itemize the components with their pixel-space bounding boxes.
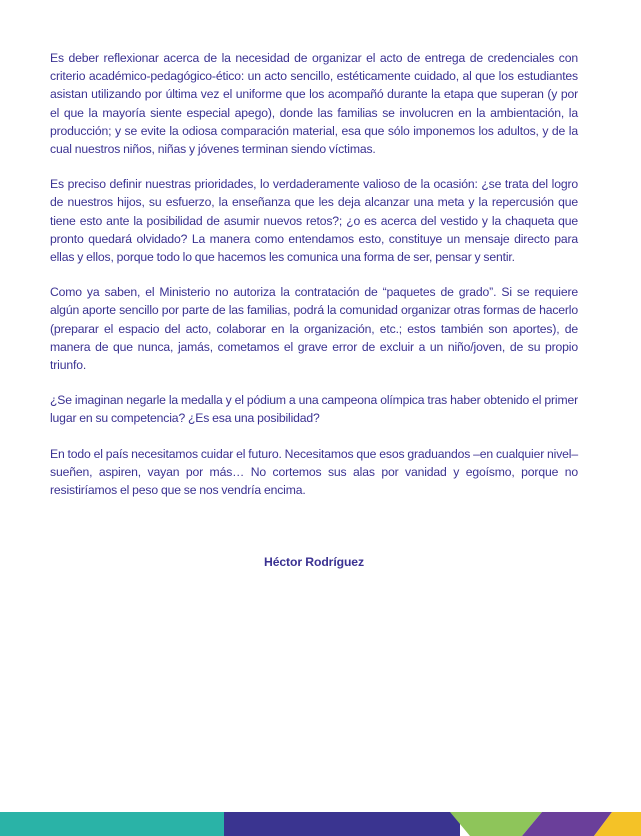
paragraph-4: ¿Se imaginan negarle la medalla y el pódium a una campeona olímpica tras haber obtenido el primer lugar en su competencia? ¿Es esa una posibilidad? — [50, 393, 578, 426]
paragraph-1: Es deber reflexionar acerca de la necesidad de organizar el acto de entrega de credenciales con criterio académico-pedagógico-ético: un acto sencillo, estéticamente cuidado, al que los estudiantes asistan utilizando por última vez el uniforme que los acompañó durante la etapa que superan (y por el que la mayoría siente especial apego), donde las familias se involucren en la ambientación, la producción; y se evite la odiosa comparación material, esa que sólo imponemos los adultos, y de la cual nuestros niños, niñas y jóvenes terminan siendo víctimas. — [50, 51, 578, 157]
decorative-footer-band — [0, 812, 641, 836]
article-body — [50, 49, 578, 516]
footer-band-teal — [0, 812, 224, 836]
author-signature: Héctor Rodríguez — [264, 555, 364, 569]
paragraph-5: En todo el país necesitamos cuidar el futuro. Necesitamos que esos graduandos –en cualquier nivel– sueñen, aspiren, vayan por más… No cortemos sus alas por vanidad y egoísmo, porque no resistiríamos el peso que se nos vendría encima. — [50, 446, 578, 498]
paragraph-2: Es preciso definir nuestras prioridades, lo verdaderamente valioso de la ocasión: ¿se trata del logro de nuestros hijos, su esfuerzo, la enseñanza que les deja alcanzar una meta y la repercusión que tiene esto ante la posibilidad de asumir nuevos retos?; ¿o es acerca del vestido y la chaqueta que pronto quedará olvidado? La manera como entendamos esto, constituye un mensaje directo para ellas y ellos, porque todo lo que hacemos les comunica una forma de ser, pensar y sentir. — [50, 177, 578, 265]
paragraph-3: Como ya saben, el Ministerio no autoriza la contratación de “paquetes de grado”. Si se requiere algún aporte sencillo por parte de las familias, podrá la comunidad organizar otras formas de hacerlo (preparar el espacio del acto, colaborar en la organización, etc.; estos también son aportes), de manera de que nunca, jamás, cometamos el grave error de excluir a un niño/joven, de su propio triunfo. — [50, 285, 578, 373]
footer-band-indigo — [224, 812, 460, 836]
